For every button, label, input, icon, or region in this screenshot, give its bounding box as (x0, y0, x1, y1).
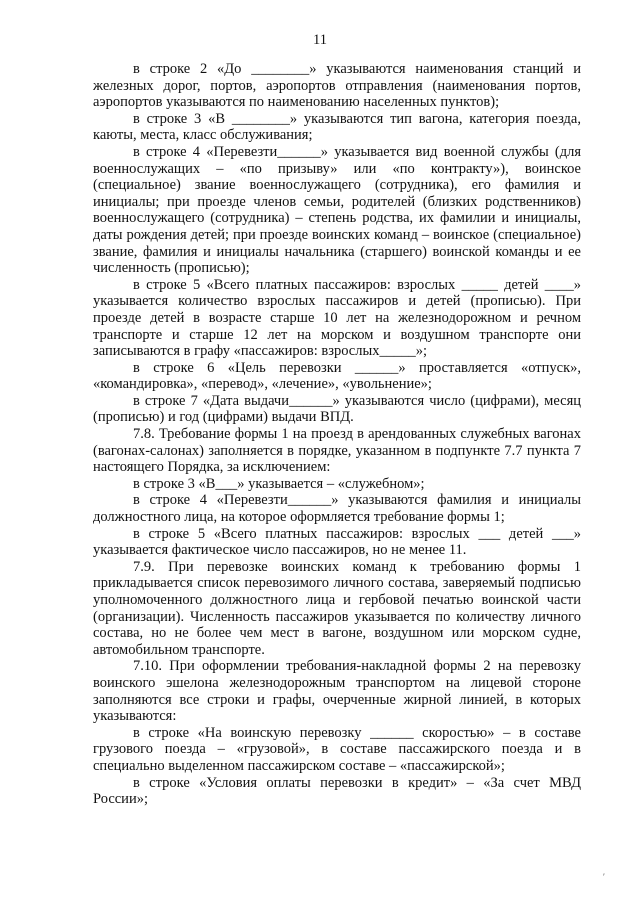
paragraph-line2-do: в строке 2 «До ________» указываются наименования станций и железных дорог, портов, аэропортов отправления (наименования портов, аэропортов указываются по наименованию населенных пунктов); (93, 61, 581, 111)
document-body (93, 61, 581, 808)
paragraph-7-10-speed: в строке «На воинскую перевозку ______ скоростью» – в составе грузового поезда – «грузовой», в составе пассажирского поезда и в специально выделенном пассажирском составе – «пассажирской»; (93, 724, 581, 774)
paragraph-line7-date: в строке 7 «Дата выдачи______» указываются число (цифрами), месяц (прописью) и год (цифрами) выдачи ВПД. (93, 392, 581, 426)
paragraph-7-8-line4: в строке 4 «Перевезти______» указываются фамилия и инициалы должностного лица, на которое оформляется требование формы 1; (93, 492, 581, 526)
paragraph-line6-purpose: в строке 6 «Цель перевозки ______» проставляется «отпуск», «командировка», «перевод», «лечение», «увольнение»; (93, 359, 581, 393)
paragraph-7-8-line3: в строке 3 «В___» указывается – «служебном»; (133, 475, 425, 492)
paragraph-7-10-payment: в строке «Условия оплаты перевозки в кредит» – «За счет МВД России»; (93, 774, 581, 808)
paragraph-line3-v: в строке 3 «В ________» указываются тип вагона, категория поезда, каюты, места, класс обслуживания; (93, 110, 581, 144)
scan-mark: ′ (603, 872, 605, 882)
paragraph-line4-perevezti: в строке 4 «Перевезти______» указывается вид военной службы (для военнослужащих – «по призыву» или «по контракту»), воинское (специальное) звание военнослужащего (сотрудника), его фамилия и инициалы; при проезде членов семьи, родителей (близких родственников) военнослужащего (сотрудника) – степень родства, их фамилии и инициалы, даты рождения детей; при проезде воинских команд – воинское (специальное) звание, фамилия и инициалы начальника (старшего) воинской команды и ее численность (прописью); (93, 143, 581, 277)
paragraph-7-8-line5: в строке 5 «Всего платных пассажиров: взрослых ___ детей ___» указывается фактическое число пассажиров, но не менее 11. (93, 525, 581, 559)
paragraph-7-8: 7.8. Требование формы 1 на проезд в арендованных служебных вагонах (вагонах-салонах) заполняется в порядке, указанном в подпункте 7.7 пункта 7 настоящего Порядка, за исключением: (93, 426, 581, 476)
paragraph-7-9: 7.9. При перевозке воинских команд к требованию формы 1 прикладывается список перевозимого личного состава, заверяемый подписью уполномоченного должностного лица и гербовой печатью воинской части (организации). Численность пассажиров указывается по количеству личного состава, но не более чем мест в вагоне, воздушном или морском судне, автомобильном транспорте. (93, 558, 581, 658)
paragraph-line5-passengers: в строке 5 «Всего платных пассажиров: взрослых _____ детей ____» указывается количество взрослых пассажиров и детей (прописью). При проезде детей в возрасте старше 10 лет на железнодорожном и речном транспорте и старше 12 лет на морском и воздушном транспорте они записываются в графу «пассажиров: взрослых_____»; (93, 276, 581, 360)
paragraph-7-10: 7.10. При оформлении требования-накладной формы 2 на перевозку воинского эшелона железнодорожным транспортом на лицевой стороне заполняются все строки и графы, очерченные жирной линией, в которых указываются: (93, 658, 581, 725)
page-number: 11 (313, 32, 327, 48)
